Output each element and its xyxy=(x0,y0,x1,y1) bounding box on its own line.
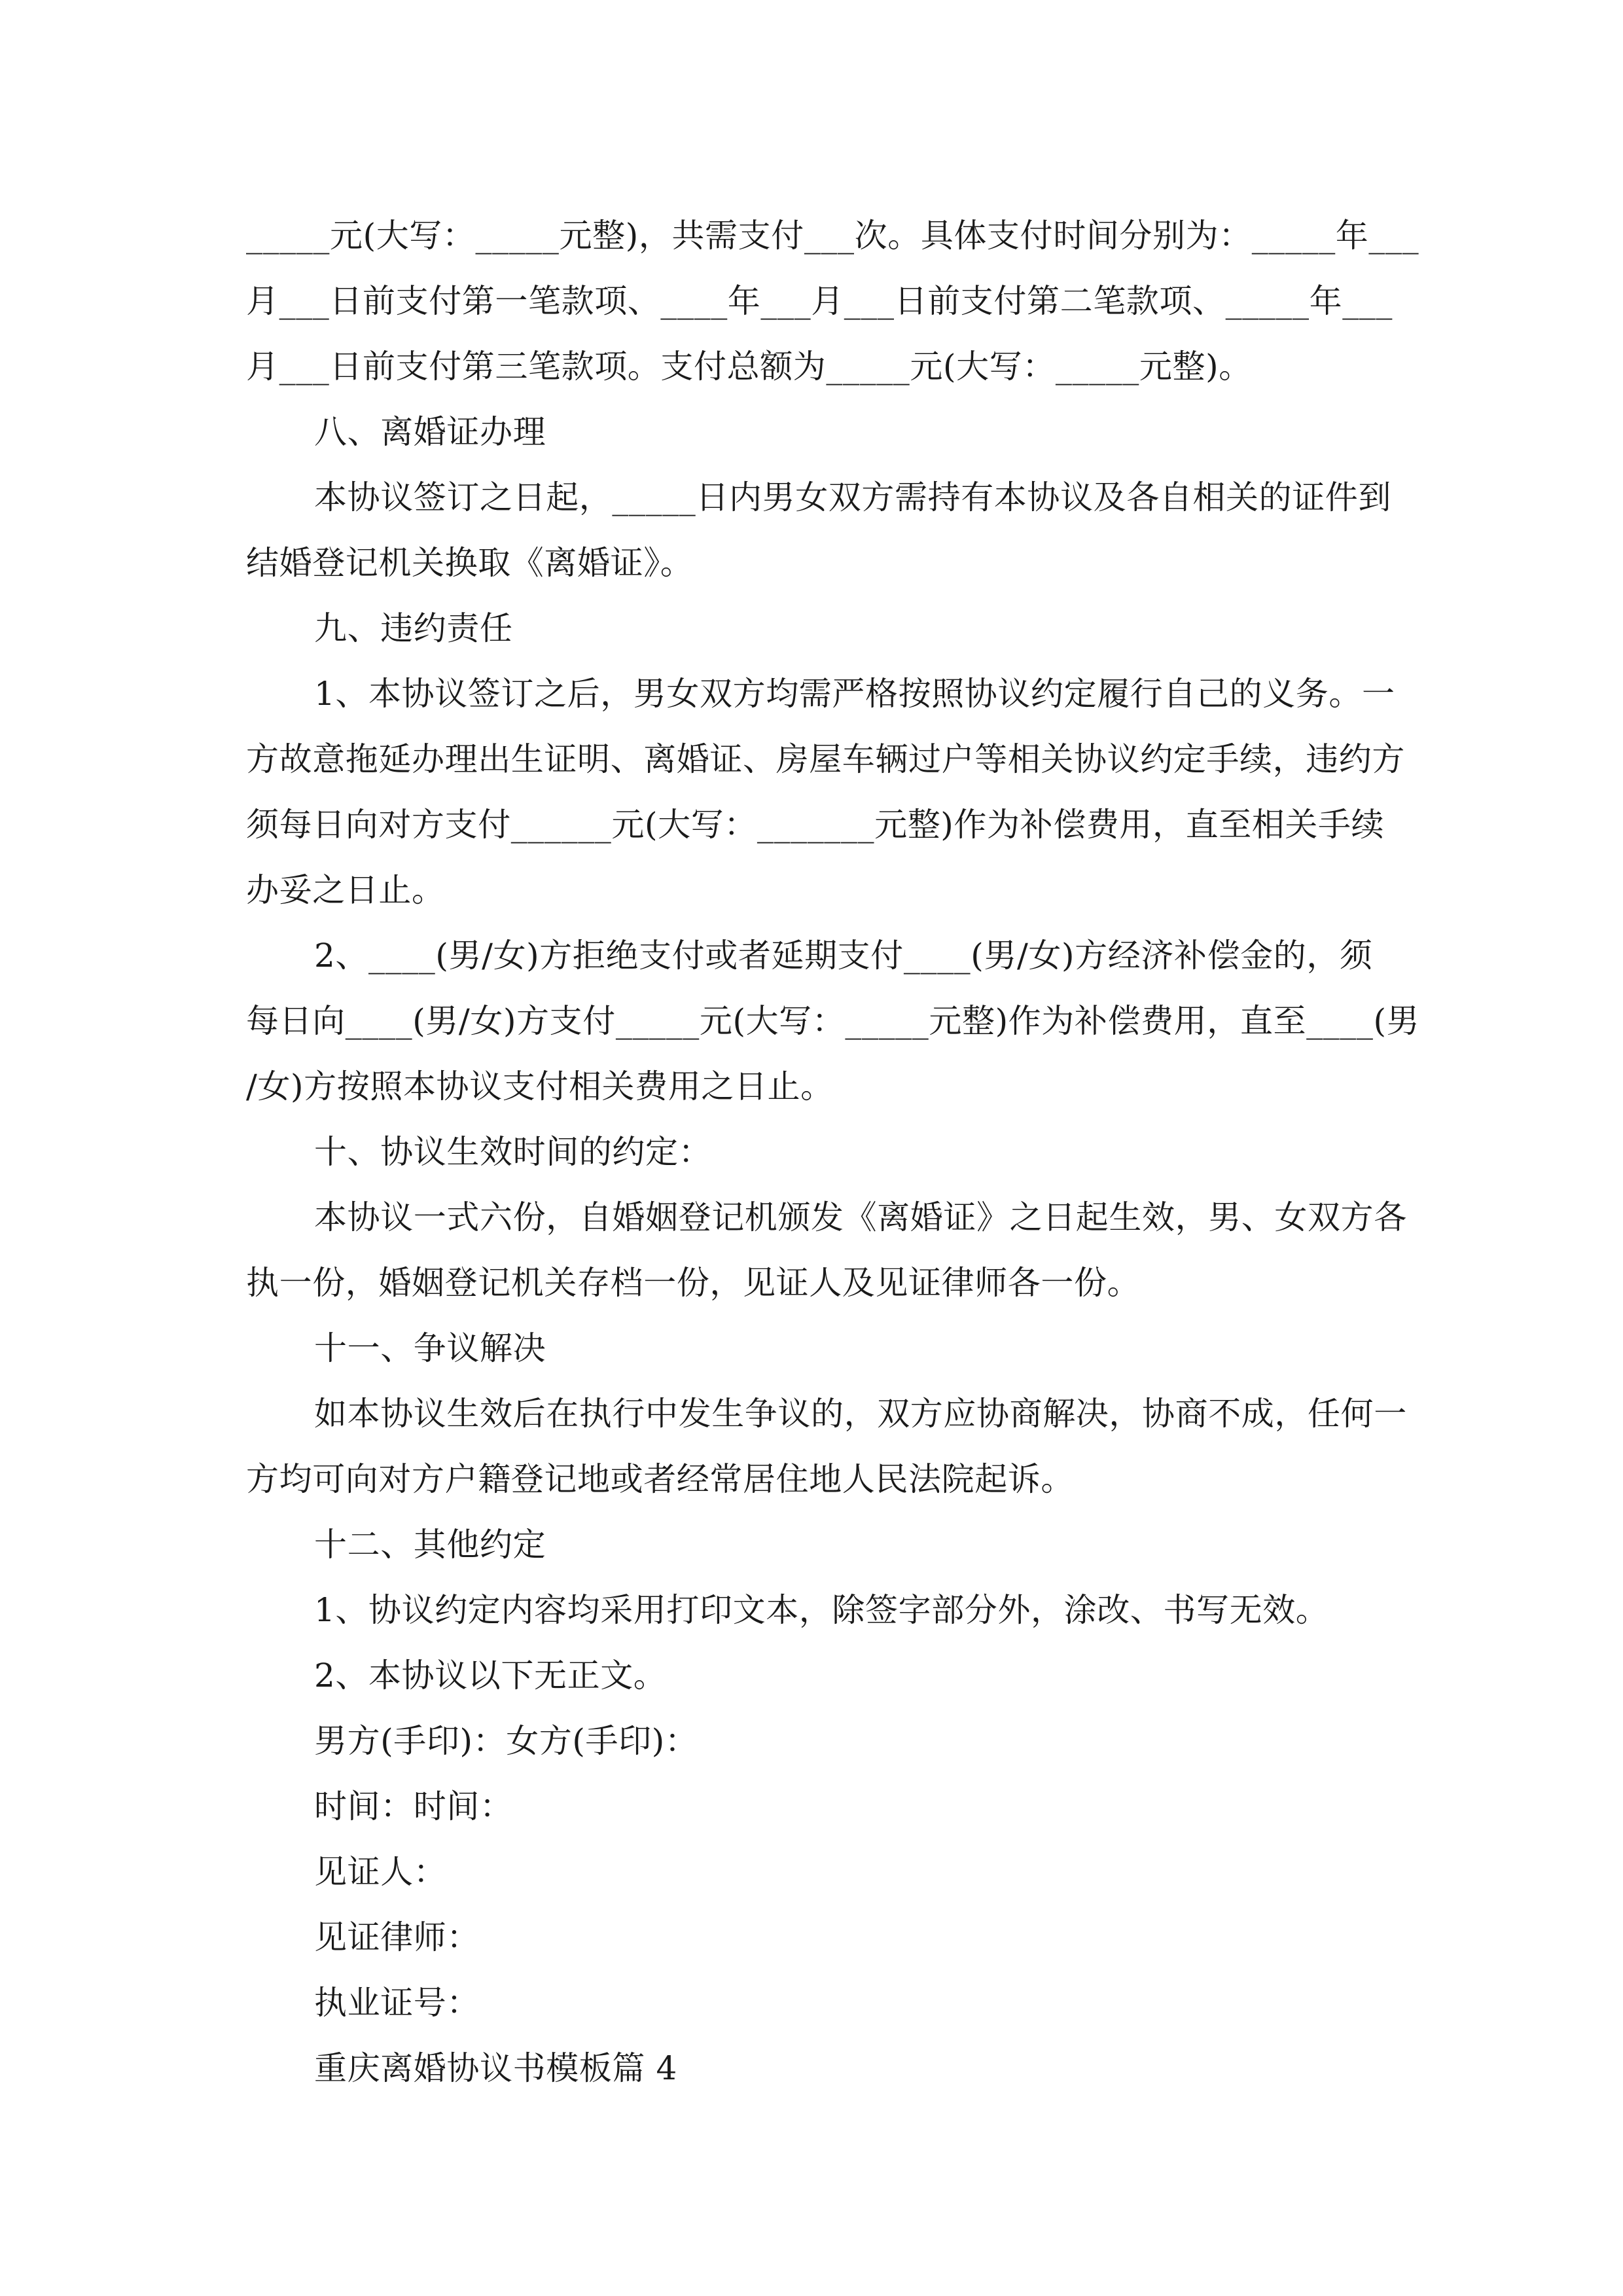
liability-clause-2-line-1: 2、____(男/女)方拒绝支付或者延期支付____(男/女)方经济补偿金的，须 xyxy=(314,937,1373,975)
divorce-certificate-text-line-2: 结婚登记机关换取《离婚证》。 xyxy=(246,544,694,582)
dispute-text-line-2: 方均可向对方户籍登记地或者经常居住地人民法院起诉。 xyxy=(246,1460,1074,1498)
section-heading-dispute: 十一、争议解决 xyxy=(314,1329,546,1367)
template-section-title: 重庆离婚协议书模板篇 4 xyxy=(314,2049,677,2087)
section-heading-effective-time: 十、协议生效时间的约定： xyxy=(314,1133,712,1171)
signature-parties-line: 男方(手印)：女方(手印)： xyxy=(314,1722,698,1760)
document-body xyxy=(246,203,1420,2101)
license-number-line: 执业证号： xyxy=(314,1984,480,2022)
witness-lawyer-line: 见证律师： xyxy=(314,1918,480,1956)
effective-time-text-line-1: 本协议一式六份，自婚姻登记机颁发《离婚证》之日起生效，男、女双方各 xyxy=(314,1198,1407,1236)
effective-time-text-line-2: 执一份，婚姻登记机关存档一份，见证人及见证律师各一份。 xyxy=(246,1264,1141,1302)
section-heading-other: 十二、其他约定 xyxy=(314,1526,546,1564)
section-heading-divorce-certificate: 八、离婚证办理 xyxy=(314,413,546,451)
liability-clause-1-line-1: 1、本协议签订之后，男女双方均需严格按照协议约定履行自己的义务。一 xyxy=(314,675,1395,713)
liability-clause-1-line-4: 办妥之日止。 xyxy=(246,871,445,909)
dispute-text-line-1: 如本协议生效后在执行中发生争议的，双方应协商解决，协商不成，任何一 xyxy=(314,1395,1407,1433)
liability-clause-1-line-2: 方故意拖延办理出生证明、离婚证、房屋车辆过户等相关协议约定手续，违约方 xyxy=(246,740,1405,778)
section-heading-liability: 九、违约责任 xyxy=(314,609,513,647)
payment-text-line-1: _____元(大写：_____元整)，共需支付___次。具体支付时间分别为：_____年___ xyxy=(246,217,1419,255)
liability-clause-1-line-3: 须每日向对方支付______元(大写：_______元整)作为补偿费用，直至相关手续 xyxy=(246,806,1385,844)
other-clause-2: 2、本协议以下无正文。 xyxy=(314,1657,667,1695)
payment-text-line-3: 月___日前支付第三笔款项。支付总额为_____元(大写：_____元整)。 xyxy=(246,348,1252,386)
liability-clause-2-line-2: 每日向____(男/女)方支付_____元(大写：_____元整)作为补偿费用，直至____(男 xyxy=(246,1002,1420,1040)
signature-date-line: 时间：时间： xyxy=(314,1787,513,1825)
other-clause-1: 1、协议约定内容均采用打印文本，除签字部分外，涂改、书写无效。 xyxy=(314,1591,1329,1629)
divorce-certificate-text-line-1: 本协议签订之日起，_____日内男女双方需持有本协议及各自相关的证件到 xyxy=(314,478,1391,516)
liability-clause-2-line-3: /女)方按照本协议支付相关费用之日止。 xyxy=(246,1067,834,1105)
payment-text-line-2: 月___日前支付第一笔款项、____年___月___日前支付第二笔款项、_____年___ xyxy=(246,282,1393,320)
witness-line: 见证人： xyxy=(314,1853,447,1891)
